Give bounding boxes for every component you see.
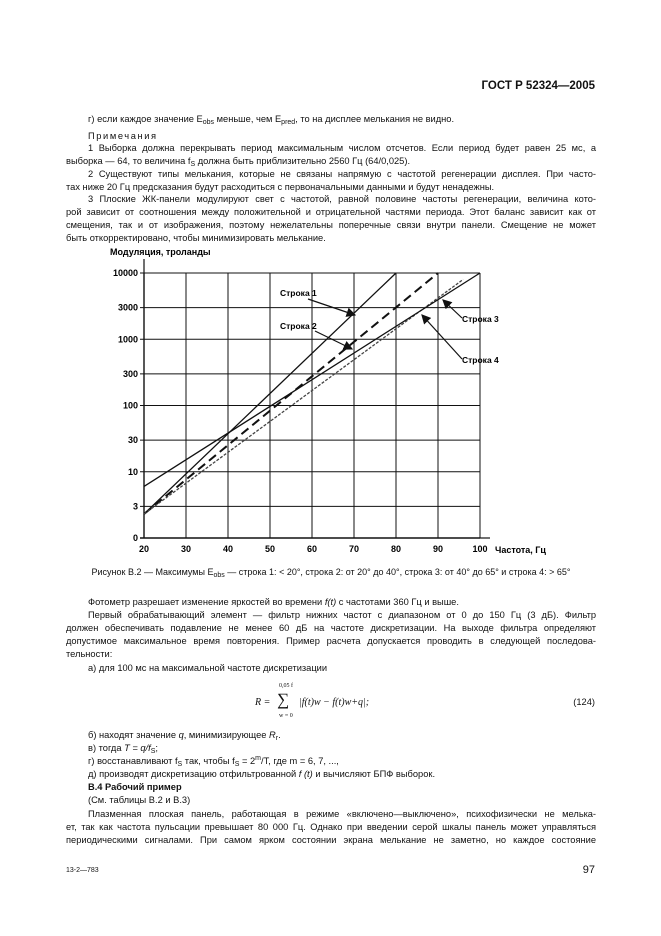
formula-124 bbox=[255, 685, 595, 725]
formula-sum-upper: 0,05 f bbox=[279, 683, 293, 689]
note-1-cont: выборка — 64, то величина $f_S$ должна быть приблизительно 2560 Гц (64/0,025). bbox=[66, 156, 411, 168]
note-3-cont-1: рой зависит от соотношения между положительной и отрицательной частями периода. Этот баланс зависит как от bbox=[66, 207, 596, 217]
last-paragraph-cont-2: периодическими сигналами. При самом ярком состоянии экрана мелькание не заметно, но каждое состояние bbox=[66, 835, 596, 845]
footer-code: 13-2—783 bbox=[66, 867, 99, 874]
list-item-g: г) восстанавливают $f_S$ так, чтобы $f_S = 2^m/T$, где m = 6, 7, ..., bbox=[88, 755, 339, 768]
formula-body: |f(t)w − f(t)w+q|; bbox=[299, 697, 370, 708]
series-label-3: Строка 3 bbox=[462, 314, 499, 324]
y-tick-label-2: 10 bbox=[127, 466, 138, 477]
figure-caption: Рисунок В.2 — Максимумы $E_{obs}$ — строка 1: < 20°, строка 2: от 20° до 40°, строка 3: от 40° до 65° и строка 4: > 65° bbox=[91, 567, 571, 579]
body-paragraph-2: Первый обрабатывающий элемент — фильтр нижних частот с диапазоном от 0 до 150 Гц (3 дБ). Фильтр bbox=[88, 610, 596, 620]
x-tick-label-80: 80 bbox=[390, 544, 402, 554]
note-3-cont-3: быть откорректировано, чтобы минимизировать мелькание. bbox=[66, 233, 326, 243]
series-label-2: Строка 2 bbox=[280, 321, 317, 331]
body-paragraph-2-cont-2: допустимое максимальное время повторения. Пример расчета допускается проводить в следующей последова- bbox=[66, 636, 596, 646]
x-tick-label-100: 100 bbox=[472, 544, 488, 554]
body-paragraph-2-cont-3: тельности: bbox=[66, 649, 113, 659]
x-tick-label-30: 30 bbox=[180, 544, 192, 554]
formula-number: (124) bbox=[573, 697, 595, 707]
note-2-cont: тах ниже 20 Гц предсказания будут расходиться с первоначальными данными и будут ненадежны. bbox=[66, 182, 495, 192]
note-2: 2 Существуют типы мелькания, которые не связаны напрямую с частотой регенерации дисплея. При часто- bbox=[88, 169, 596, 179]
note-3: 3 Плоские ЖК-панели модулируют свет с частотой, равной половине частоты регенерации, величина кото- bbox=[88, 194, 596, 204]
y-tick-label-6: 1000 bbox=[117, 334, 138, 345]
chart-ticks bbox=[113, 268, 488, 554]
flicker-chart bbox=[100, 243, 570, 563]
section-heading: В.4 Рабочий пример bbox=[88, 782, 182, 792]
y-axis-label: Модуляция, троланды bbox=[110, 247, 211, 257]
y-tick-label-7: 3000 bbox=[117, 302, 138, 313]
callout-4-arrow bbox=[422, 315, 462, 359]
x-tick-label-40: 40 bbox=[222, 544, 234, 554]
y-tick-label-4: 100 bbox=[122, 400, 138, 411]
x-tick-label-90: 90 bbox=[432, 544, 444, 554]
y-tick-label-0: 0 bbox=[132, 533, 138, 543]
note-3-cont-2: смещения, так и от изображения, поэтому нежелательны поперечные связи внутри панели. Смещение не может bbox=[66, 220, 596, 230]
x-axis-label: Частота, Гц bbox=[495, 545, 546, 555]
sigma-symbol: ∑ bbox=[277, 690, 290, 709]
page-number: 97 bbox=[582, 864, 595, 876]
note-1: 1 Выборка должна перекрывать период максимальным числом отсчетов. Если период будет равен 25 мс, а bbox=[88, 143, 596, 153]
x-tick-label-70: 70 bbox=[348, 544, 360, 554]
y-tick-label-3: 30 bbox=[127, 435, 138, 446]
last-paragraph-cont-1: ет, так как частота пульсации превышает 80 000 Гц. Однако при введении серой шкалы панель может управляться bbox=[66, 822, 596, 832]
last-paragraph: Плазменная плоская панель, работающая в режиме «включено—выключено», психофизически не мелькa- bbox=[88, 809, 596, 819]
x-tick-label-50: 50 bbox=[264, 544, 276, 554]
see-tables: (См. таблицы В.2 и В.3) bbox=[88, 795, 191, 805]
callout-2-arrow bbox=[315, 331, 352, 349]
paragraph-g: г) если каждое значение $E_{obs}$ меньше, чем $E_{pred}$, то на дисплее мелькания не видно. bbox=[88, 114, 455, 126]
list-item-a: а) для 100 мс на максимальной частоте дискретизации bbox=[88, 663, 328, 673]
list-item-b: б) находят значение q, минимизирующее $R_r$. bbox=[88, 730, 281, 742]
list-item-d: д) производят дискретизацию отфильтрованной f (t) и вычисляют БПФ выборок. bbox=[88, 769, 436, 779]
series-label-4: Строка 4 bbox=[462, 355, 499, 365]
standard-header: ГОСТ Р 52324—2005 bbox=[481, 80, 595, 92]
callout-1-arrow bbox=[308, 299, 355, 315]
callout-3-arrow bbox=[443, 300, 462, 318]
body-paragraph-2-cont-1: должен обеспечивать подавление не менее 60 дБ на частоте дискретизации. На выходе фильтра определяют bbox=[66, 623, 596, 633]
body-paragraph-1: Фотометр разрешает изменение яркостей во времени f(t) с частотами 360 Гц и выше. bbox=[88, 597, 459, 607]
series-label-1: Строка 1 bbox=[280, 288, 317, 298]
y-tick-label-5: 300 bbox=[122, 368, 138, 379]
list-item-v: в) тогда $T = q/f_S$; bbox=[88, 743, 158, 755]
callout-row-1 bbox=[280, 288, 355, 315]
y-tick-label-1: 3 bbox=[132, 501, 138, 512]
y-tick-label-8: 10000 bbox=[112, 268, 138, 278]
formula-sum-lower: w = 0 bbox=[279, 713, 293, 719]
formula-lhs: R = bbox=[255, 697, 271, 708]
x-tick-label-20: 20 bbox=[138, 544, 150, 554]
x-tick-label-60: 60 bbox=[306, 544, 318, 554]
notes-title: Примечания bbox=[88, 131, 158, 141]
callout-row-3 bbox=[443, 300, 499, 324]
